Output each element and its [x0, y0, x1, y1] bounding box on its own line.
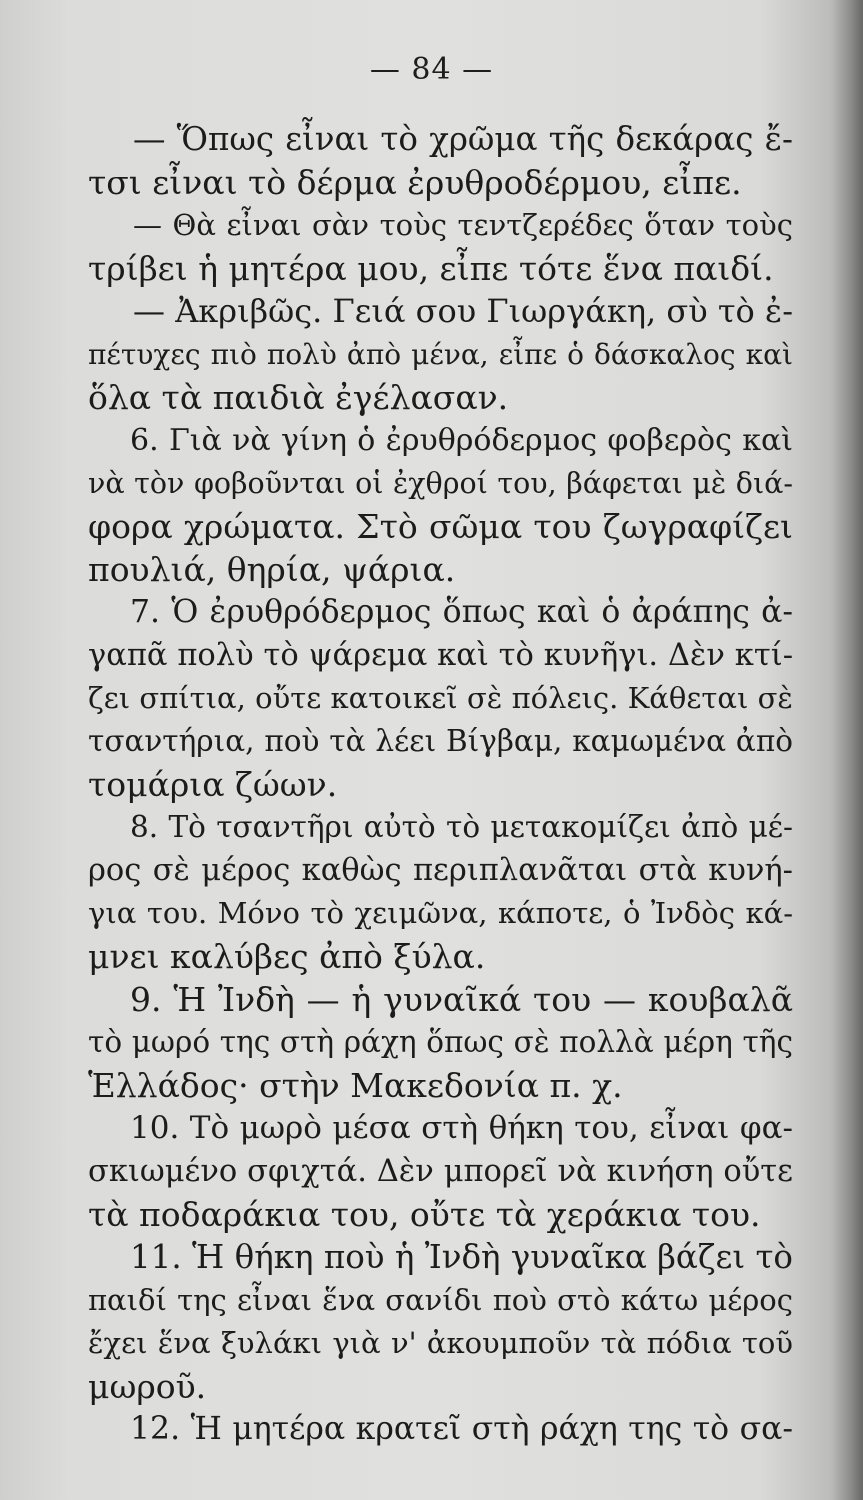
text-line: 7. Ὁ ἐρυθρόδερμος ὅπως καὶ ὁ ἀράπης ἀ- [130, 594, 793, 630]
text-line: μωροῦ. [88, 1367, 207, 1406]
text-line: γαπᾶ πολὺ τὸ ψάρεμα καὶ τὸ κυνῆγι. Δὲν κτί- [88, 638, 793, 673]
text-line: — Θὰ εἶναι σὰν τοὺς τεντζερέδες ὅταν τοὺς [133, 208, 793, 242]
page-edge-shadow [833, 0, 863, 1500]
text-line: παιδί της εἶναι ἕνα σανίδι ποὺ στὸ κάτω μέρος [88, 1283, 793, 1317]
text-line: τρίβει ἡ μητέρα μου, εἶπε τότε ἕνα παιδί. [88, 249, 774, 288]
text-line: ρος σὲ μέρος καθὼς περιπλανᾶται στὰ κυνή- [88, 853, 793, 888]
text-line: τὰ ποδαράκια του, οὔτε τὰ χεράκια του. [88, 1195, 761, 1234]
text-line: τομάρια ζώων. [88, 765, 338, 804]
text-line: Ἑλλάδος· στὴν Μακεδονία π. χ. [88, 1066, 623, 1105]
page-number: — 84 — [369, 52, 494, 87]
text-line: για του. Μόνο τὸ χειμῶνα, κάποτε, ὁ Ἰνδὸς κά- [88, 896, 793, 930]
text-line: μνει καλύβες ἀπὸ ξύλα. [88, 937, 486, 976]
text-line: νὰ τὸν φοβοῦνται οἱ ἐχθροί του, βάφεται μὲ διά- [88, 467, 793, 500]
text-line: πέτυχες πιὸ πολὺ ἀπὸ μένα, εἶπε ὁ δάσκαλος καὶ [88, 338, 793, 371]
text-line: φορα χρώματα. Στὸ σῶμα του ζωγραφίζει [88, 507, 793, 546]
text-line: 9. Ἡ Ἰνδὴ — ἡ γυναῖκά του — κουβαλᾶ [130, 980, 793, 1019]
text-line: 11. Ἡ θήκη ποὺ ἡ Ἰνδὴ γυναῖκα βάζει τὸ [130, 1238, 793, 1276]
text-line: 8. Τὸ τσαντῆρι αὐτὸ τὸ μετακομίζει ἀπὸ μέ- [130, 810, 793, 844]
text-line: 6. Γιὰ νὰ γίνη ὁ ἐρυθρόδερμος φοβερὸς καὶ [130, 423, 793, 458]
text-line: 10. Τὸ μωρὸ μέσα στὴ θήκη του, εἶναι φα- [130, 1110, 793, 1146]
text-line: πουλιά, θηρία, ψάρια. [88, 550, 456, 589]
text-line: σκιωμένο σφιχτά. Δὲν μπορεῖ νὰ κινήση οὔτε [88, 1154, 793, 1189]
text-line: ἔχει ἕνα ξυλάκι γιὰ ν' ἀκουμποῦν τὰ πόδια τοῦ [88, 1326, 793, 1360]
text-line: τὸ μωρό της στὴ ράχη ὅπως σὲ πολλὰ μέρη τῆς [88, 1025, 793, 1059]
text-line: τσι εἶναι τὸ δέρμα ἐρυθροδέρμου, εἶπε. [88, 163, 742, 202]
text-line: — Ὅπως εἶναι τὸ χρῶμα τῆς δεκάρας ἔ- [133, 120, 793, 158]
body-text [88, 118, 793, 1451]
text-line: ὅλα τὰ παιδιὰ ἐγέλασαν. [88, 378, 509, 417]
text-line: τσαντήρια, ποὺ τὰ λέει Βίγβαμ, καμωμένα ἀπὸ [88, 724, 793, 758]
text-line: ζει σπίτια, οὔτε κατοικεῖ σὲ πόλεις. Κάθεται σὲ [88, 681, 793, 715]
text-line: — Ἀκριβῶς. Γειά σου Γιωργάκη, σὺ τὸ ἐ- [133, 292, 793, 330]
text-line: 12. Ἡ μητέρα κρατεῖ στὴ ράχη της τὸ σα- [130, 1411, 793, 1447]
